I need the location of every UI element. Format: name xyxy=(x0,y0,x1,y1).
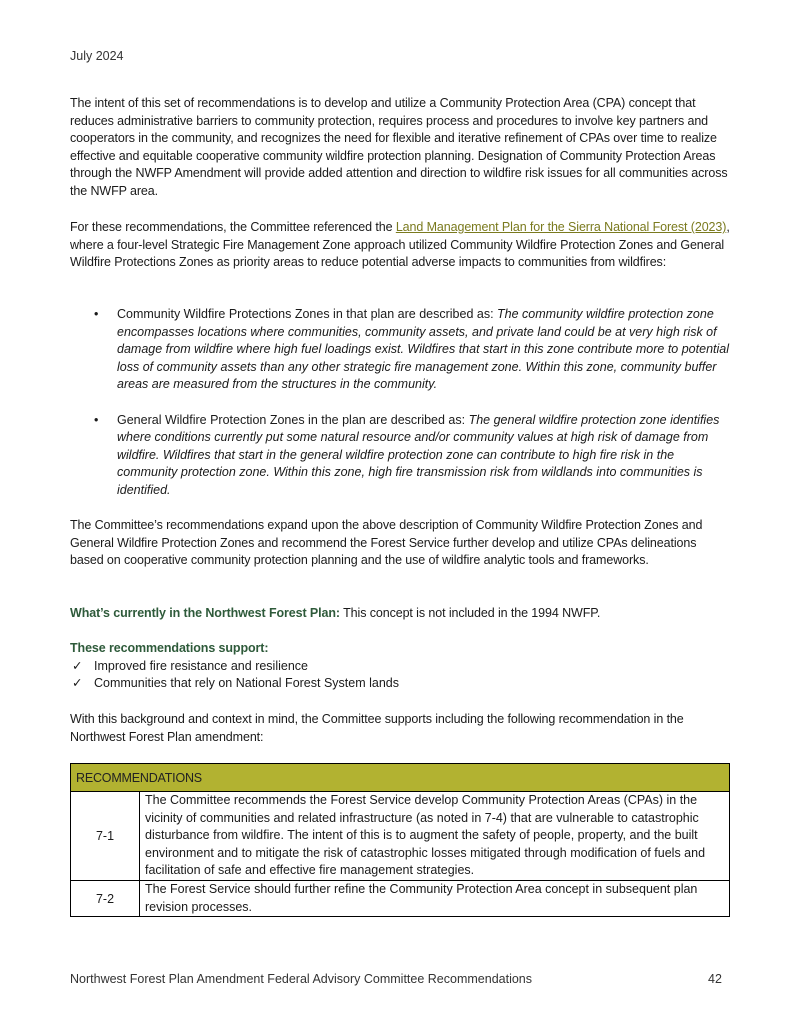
reference-text-before: For these recommendations, the Committee referenced the xyxy=(70,220,396,234)
recommendation-text: The Committee recommends the Forest Service develop Community Protection Areas (CPAs) in the vicinity of communities and related infrastructure (as noted in 7-4) that are vulnerable to catastrophic disturbance from wildfire. The intent of this is to augment the safety of people, property, and the built environment and to mitigate the risk of catastrophic losses mitigated through modification of fuels and facilitation of safe and effective fire management strategies. xyxy=(140,792,730,881)
support-item xyxy=(70,675,732,693)
list-item xyxy=(70,412,732,500)
zone-description-list xyxy=(70,306,732,517)
reference-text-after: , where a four-level Strategic Fire Management Zone approach utilized Community Wildfire Protection Zones and General Wildfire Protections Zones as priority areas to reduce potential adverse impacts to communities from wildfires: xyxy=(70,220,730,270)
page-number: 42 xyxy=(708,972,722,986)
bullet-lead: Community Wildfire Protections Zones in that plan are described as: xyxy=(117,307,498,321)
checkmark-icon: ✓ xyxy=(72,658,83,673)
recommendation-text: The Forest Service should further refine the Community Protection Area concept in subsequent plan revision processes. xyxy=(140,880,730,916)
bullet-icon: • xyxy=(94,307,99,321)
reference-paragraph xyxy=(70,219,732,272)
recommendations-table xyxy=(70,763,730,917)
list-item xyxy=(70,306,732,394)
closing-paragraph: With this background and context in mind, the Committee supports including the following recommendation in the Northwest Forest Plan amendment: xyxy=(70,712,684,744)
support-item xyxy=(70,658,732,676)
support-title: These recommendations support: xyxy=(70,641,269,655)
current-plan-paragraph xyxy=(70,605,732,623)
sierra-plan-link[interactable]: Land Management Plan for the Sierra National Forest (2023) xyxy=(395,220,727,234)
table-header-row xyxy=(71,764,730,792)
bullet-icon: • xyxy=(94,412,99,427)
recommendation-id: 7-1 xyxy=(71,792,140,881)
support-section xyxy=(70,640,732,693)
support-item-text: Communities that rely on National Forest System lands xyxy=(94,676,399,691)
table-header: RECOMMENDATIONS xyxy=(71,764,730,792)
table-row xyxy=(71,880,730,916)
header-date: July 2024 xyxy=(70,49,124,63)
checkmark-icon: ✓ xyxy=(72,676,83,691)
bullet-quote: The community wildfire protection zone encompasses locations where communities, community assets, and private land could be at very high risk of damage from wildfire where high fuel loadings exist. Wildfires that start in this zone contribute more to potential loss of community assets than any other strategic fire management zone. Within this zone, community buffer areas are measured from the structures in the community. xyxy=(117,307,729,392)
expand-paragraph: The Committee’s recommendations expand upon the above description of Community Wildfire Protection Zones and General Wildfire Protection Zones and recommend the Forest Service further develop and utilize CPAs delineations based on cooperative community protection planning and the use of wildfire analytic tools and frameworks. xyxy=(70,518,703,568)
intro-paragraph: The intent of this set of recommendations is to develop and utilize a Community Protection Area (CPA) concept that reduces administrative barriers to community protection, requires process and procedures to involve key partners and cooperators in the community, and recognizes the need for flexible and iterative refinement of CPAs over time to realize effective and equitable cooperative community wildfire protection planning. Designation of Community Protection Areas through the NWFP Amendment will provide added attention and direction to wildfire risk issues for all communities across the NWFP area. xyxy=(70,96,728,198)
bullet-quote: The general wildfire protection zone identifies where conditions currently put some natural resource and/or community values at high risk of damage from wildfire. Wildfires that start in the general wildfire protection zone can contribute to high fire risk in the community protection zone. Within this zone, high fire transmission risk from wildlands into communities is identified. xyxy=(117,412,720,497)
footer-title: Northwest Forest Plan Amendment Federal Advisory Committee Recommendations xyxy=(70,972,532,986)
bullet-lead: General Wildfire Protection Zones in the plan are described as: xyxy=(117,412,469,427)
support-item-text: Improved fire resistance and resilience xyxy=(94,658,308,673)
recommendation-id: 7-2 xyxy=(71,880,140,916)
current-plan-label: What’s currently in the Northwest Forest Plan: xyxy=(70,606,340,620)
current-plan-text: This concept is not included in the 1994 NWFP. xyxy=(339,606,601,620)
table-row xyxy=(71,792,730,881)
